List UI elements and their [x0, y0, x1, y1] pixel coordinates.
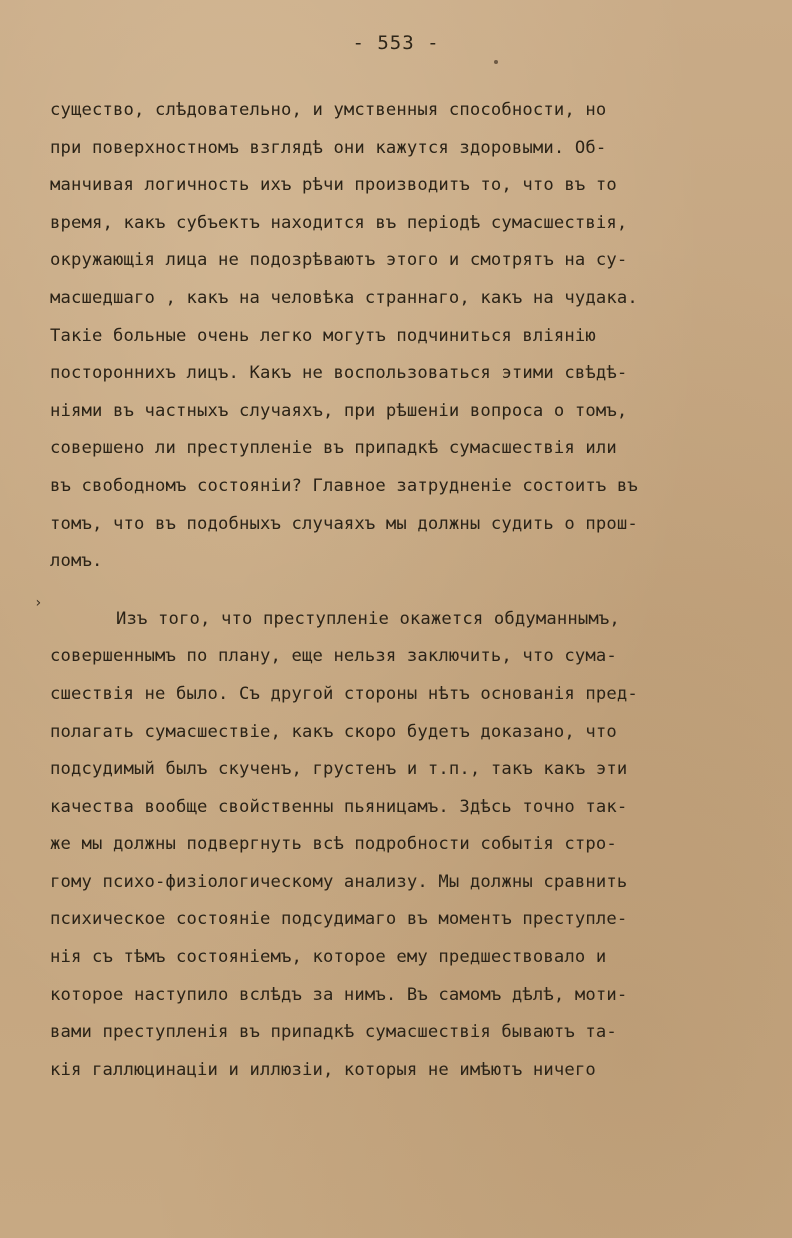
text-line: ніями въ частныхъ случаяхъ, при рѣшеніи вопроса о томъ, [50, 400, 628, 421]
text-line: Такіе больные очень легко могутъ подчиниться вліянію [50, 325, 596, 346]
text-line: совершеннымъ по плану, еще нельзя заключить, что сума- [50, 646, 617, 667]
text-line: полагать сумасшествіе, какъ скоро будетъ доказано, что [50, 721, 617, 742]
text-line: окружающія лица не подозрѣваютъ этого и смотрятъ на су- [50, 250, 628, 271]
text-line: масшедшаго , какъ на человѣка страннаго, какъ на чудака. [50, 287, 638, 308]
text-line: же мы должны подвергнуть всѣ подробности событія стро- [50, 834, 617, 855]
text-line: совершено ли преступленіе въ припадкѣ сумасшествія или [50, 438, 617, 459]
text-line: въ свободномъ состояніи? Главное затрудненіе состоитъ въ [50, 475, 638, 496]
page-number: - 553 - [352, 32, 440, 54]
text-line: ломъ. [50, 551, 103, 572]
text-line: которое наступило вслѣдъ за нимъ. Въ самомъ дѣлѣ, моти- [50, 984, 628, 1005]
text-line: постороннихъ лицъ. Какъ не воспользоваться этими свѣдѣ- [50, 363, 628, 384]
text-line: вами преступленія въ припадкѣ сумасшествія бываютъ та- [50, 1022, 617, 1043]
text-line: психическое состояніе подсудимаго въ моментъ преступле- [50, 909, 628, 930]
text-line: качества вообще свойственны пьяницамъ. Здѣсь точно так- [50, 796, 628, 817]
text-line: нія съ тѣмъ состояніемъ, которое ему предшествовало и [50, 947, 607, 968]
text-line: существо, слѣдовательно, и умственныя способности, но [50, 100, 607, 120]
body-text [50, 95, 770, 1092]
text-line: манчивая логичность ихъ рѣчи производитъ то, что въ то [50, 175, 617, 196]
text-line: сшествія не было. Съ другой стороны нѣтъ основанія пред- [50, 683, 638, 704]
text-line: томъ, что въ подобныхъ случаяхъ мы должны судить о прош- [50, 513, 638, 534]
text-line: время, какъ субъектъ находится въ періодѣ сумасшествія, [50, 212, 628, 233]
text-line: гому психо-физіологическому анализу. Мы должны сравнить [50, 871, 628, 892]
text-line: Изъ того, что преступленіе окажется обдуманнымъ, [116, 608, 620, 629]
text-line: подсудимый былъ скученъ, грустенъ и т.п., такъ какъ эти [50, 759, 628, 780]
text-line: кія галлюцинаціи и иллюзіи, которыя не имѣютъ ничего [50, 1059, 596, 1080]
margin-mark: › [34, 595, 43, 611]
text-line: при поверхностномъ взглядѣ они кажутся здоровыми. Об- [50, 137, 607, 158]
ink-speck [494, 60, 498, 64]
paragraph-gap [50, 584, 770, 604]
